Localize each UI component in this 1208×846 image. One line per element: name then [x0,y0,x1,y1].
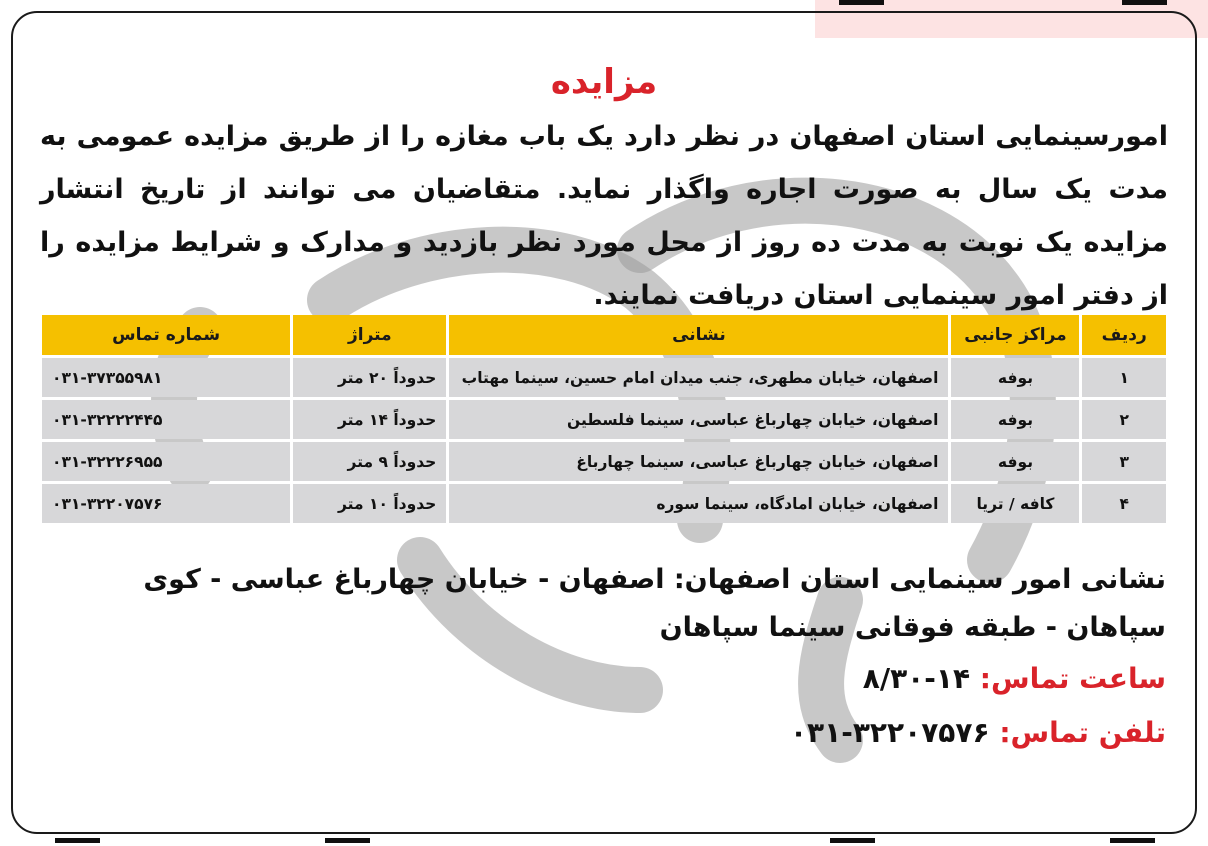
header-address: نشانی [449,315,948,355]
crop-mark [1122,0,1167,5]
office-address: نشانی امور سینمایی استان اصفهان: اصفهان - خیابان چهارباغ عباسی - کوی سپاهان - طبقه فوقانی سینما سپاهان [143,564,1166,643]
notice-title: مزایده [550,62,658,102]
table-row [42,442,1166,481]
header-row-number: ردیف [1082,315,1166,355]
crop-mark [325,838,370,843]
cell-address: اصفهان، خیابان چهارباغ عباسی، سینما فلسطین [449,400,948,439]
contact-hours-value: ۸/۳۰-۱۴ [862,662,971,695]
header-center: مراکز جانبی [951,315,1079,355]
cell-address: اصفهان، خیابان امادگاه، سینما سوره [449,484,948,523]
cell-address: اصفهان، خیابان چهارباغ عباسی، سینما چهارباغ [449,442,948,481]
crop-mark [55,838,100,843]
notice-body [30,60,1178,322]
cell-row-number: ۳ [1082,442,1166,481]
notice-footer [60,556,1166,760]
cell-phone: ۰۳۱-۳۲۲۲۲۴۴۵ [42,400,290,439]
cell-center: بوفه [951,400,1079,439]
cell-area: حدوداً ۱۴ متر [293,400,446,439]
table-row [42,484,1166,523]
header-phone: شماره تماس [42,315,290,355]
contact-hours-label: ساعت تماس: [979,662,1166,695]
crop-mark [839,0,884,5]
cell-phone: ۰۳۱-۳۷۳۵۵۹۸۱ [42,358,290,397]
cell-center: کافه / تریا [951,484,1079,523]
table-row [42,400,1166,439]
cell-phone: ۰۳۱-۳۲۲۰۷۵۷۶ [42,484,290,523]
contact-phone-value: ۰۳۱-۳۲۲۰۷۵۷۶ [789,716,990,749]
contact-phone [60,706,1166,760]
cell-row-number: ۲ [1082,400,1166,439]
cell-row-number: ۱ [1082,358,1166,397]
cell-phone: ۰۳۱-۳۲۲۲۶۹۵۵ [42,442,290,481]
contact-phone-label: تلفن تماس: [999,716,1166,749]
cell-area: حدوداً ۱۰ متر [293,484,446,523]
cell-center: بوفه [951,442,1079,481]
crop-mark [830,838,875,843]
contact-hours [60,652,1166,706]
cell-address: اصفهان، خیابان مطهری، جنب میدان امام حسین، سینما مهتاب [449,358,948,397]
table-row [42,358,1166,397]
cell-area: حدوداً ۹ متر [293,442,446,481]
auction-table [39,312,1169,526]
cell-area: حدوداً ۲۰ متر [293,358,446,397]
header-area: متراژ [293,315,446,355]
table-header-row [42,315,1166,355]
cell-center: بوفه [951,358,1079,397]
crop-mark [1110,838,1155,843]
cell-row-number: ۴ [1082,484,1166,523]
notice-intro: امورسینمایی استان اصفهان در نظر دارد یک باب مغازه را از طریق مزایده عمومی به مدت یک سال به صورت اجاره واگذار نماید. متقاضیان می توانند از تاریخ انتشار مزایده یک نوبت به مدت ده روز از محل مورد نظر بازدید و مدارک و شرایط مزایده را از دفتر امور سینمایی استان دریافت نمایند. [40,121,1168,311]
